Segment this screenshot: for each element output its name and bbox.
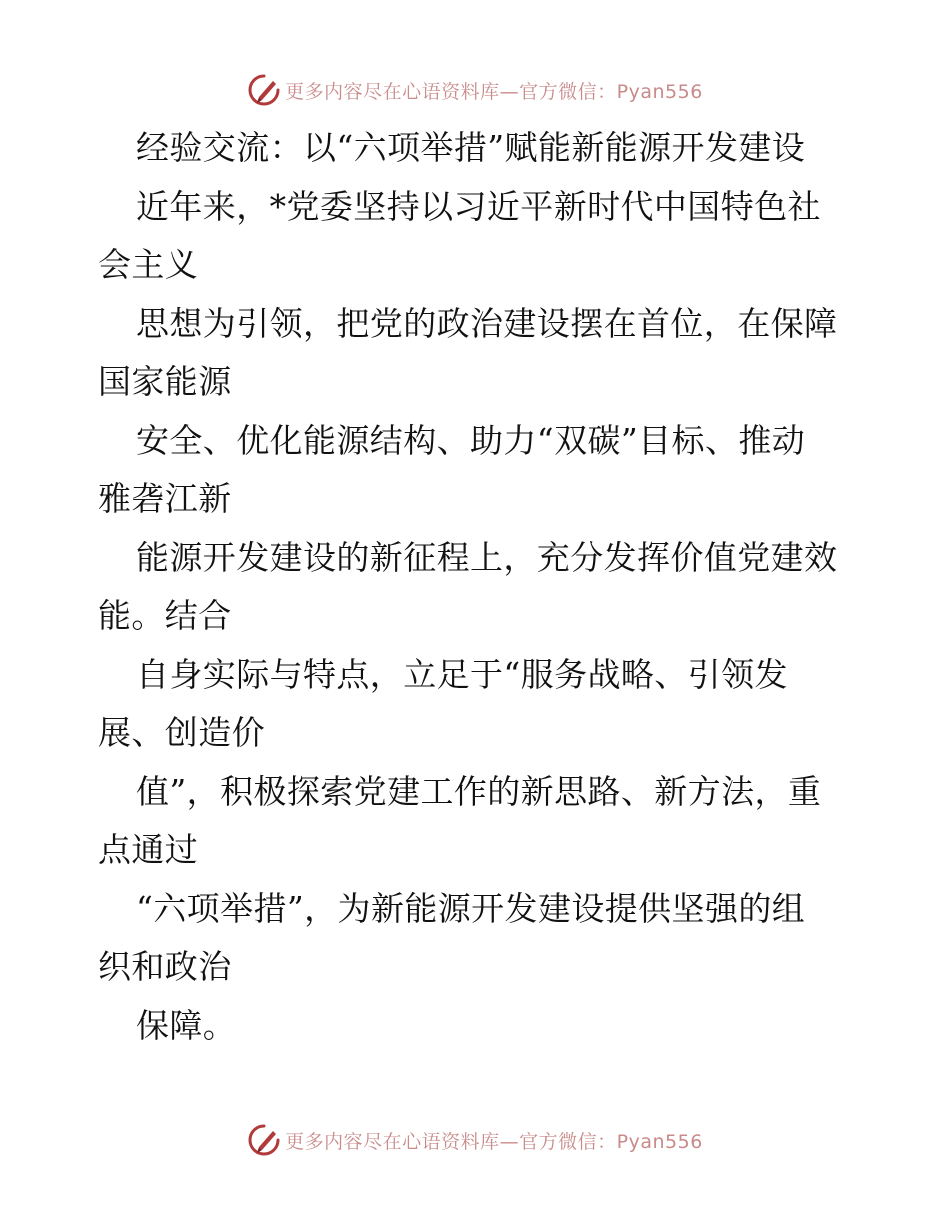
pen-ring-logo-icon [247, 1123, 281, 1157]
body-line: 点通过 [98, 830, 199, 869]
watermark-text: 更多内容尽在心语资料库—官方微信：Pyan556 [285, 80, 703, 103]
body-line: 会主义 [98, 245, 199, 284]
body-line: “六项举措”，为新能源开发建设提供坚强的组 [136, 889, 806, 928]
body-line: 国家能源 [98, 362, 232, 401]
document-title: 经验交流：以“六项举措”赋能新能源开发建设 [136, 128, 806, 167]
body-line: 安全、优化能源结构、助力“双碳”目标、推动 [136, 421, 806, 460]
body-line: 能源开发建设的新征程上，充分发挥价值党建效 [136, 538, 838, 577]
header-watermark [0, 70, 950, 110]
body-line: 能。结合 [98, 596, 232, 635]
body-line: 思想为引领，把党的政治建设摆在首位，在保障 [136, 304, 838, 343]
body-line: 雅砻江新 [98, 479, 232, 518]
watermark-text: 更多内容尽在心语资料库—官方微信：Pyan556 [285, 1130, 703, 1153]
body-line: 织和政治 [98, 947, 232, 986]
body-line: 展、创造价 [98, 713, 265, 752]
pen-ring-logo-icon [247, 73, 281, 107]
body-line: 近年来，*党委坚持以习近平新时代中国特色社 [136, 187, 821, 226]
footer-watermark [0, 1120, 950, 1160]
body-line: 自身实际与特点，立足于“服务战略、引领发 [136, 655, 788, 694]
body-line: 值”，积极探索党建工作的新思路、新方法，重 [136, 772, 822, 811]
body-line: 保障。 [136, 1006, 237, 1045]
